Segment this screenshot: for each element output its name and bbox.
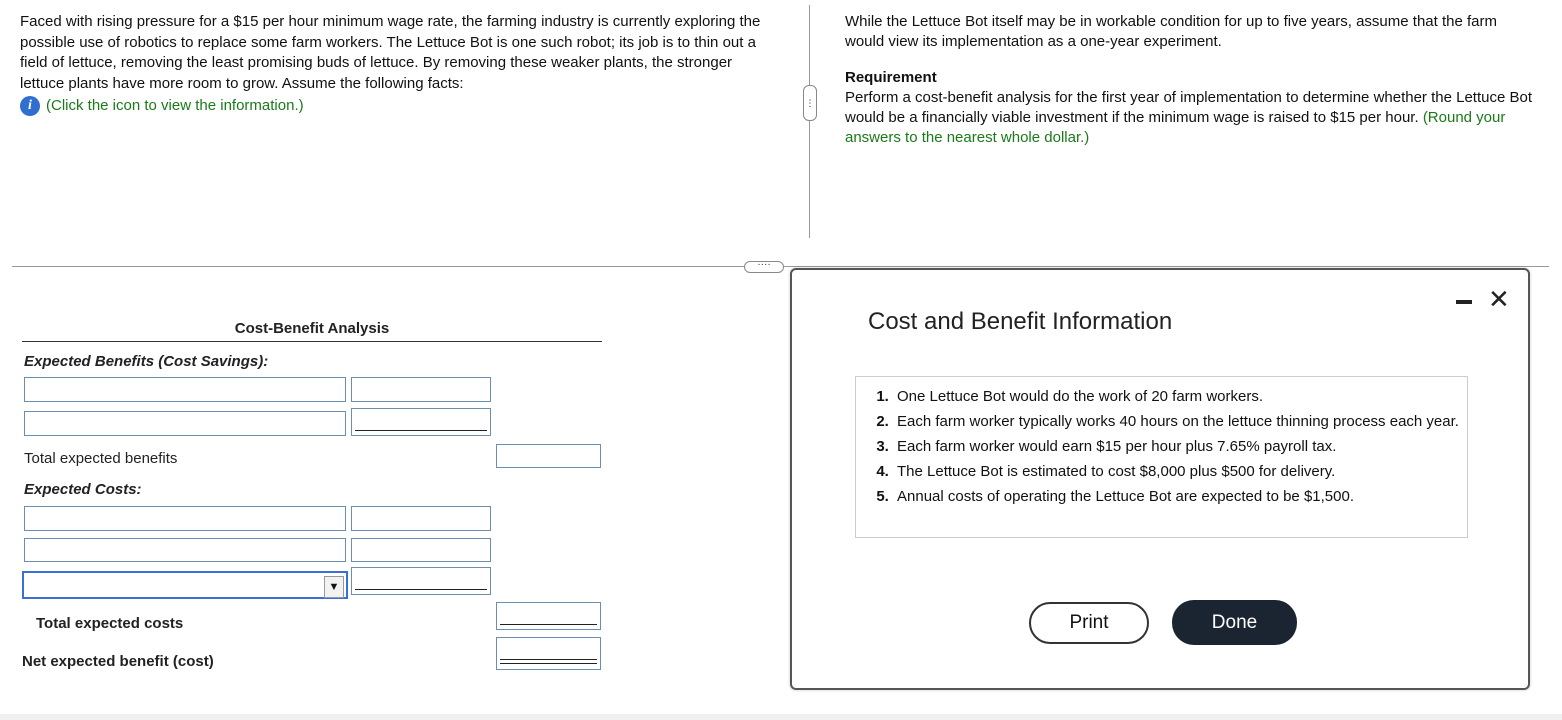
cost-3-dropdown[interactable]	[22, 571, 348, 599]
horizontal-resize-handle[interactable]: ····	[744, 261, 784, 273]
requirement-title: Requirement	[845, 69, 937, 86]
question-intro	[20, 12, 780, 117]
chevron-down-icon[interactable]: ▼	[324, 576, 344, 598]
cost-benefit-info-modal	[790, 268, 1530, 690]
cost-2-amount-input[interactable]	[351, 538, 491, 562]
requirement-note: (Round your answers to the nearest whole dollar.)	[845, 109, 1506, 146]
benefit-1-amount-input[interactable]	[351, 377, 491, 402]
vertical-divider	[809, 5, 810, 238]
benefit-2-amount-input[interactable]	[351, 408, 491, 436]
requirement-text: Perform a cost-benefit analysis for the first year of implementation to determine whether the Lettuce Bot would be a financially viable investment if the minimum wage is raised to $15 per hour.	[845, 89, 1533, 126]
total-costs-label: Total expected costs	[36, 615, 184, 632]
modal-title: Cost and Benefit Information	[868, 308, 1173, 335]
cost-2-desc-input[interactable]	[24, 538, 346, 562]
list-item: 5. Annual costs of operating the Lettuce Bot are expected to be $1,500.	[893, 487, 1467, 507]
vertical-resize-handle[interactable]: ⋮	[803, 85, 817, 121]
total-benefits-label: Total expected benefits	[24, 450, 178, 467]
list-item: 1. One Lettuce Bot would do the work of 20 farm workers.	[893, 387, 1467, 407]
done-button[interactable]: Done	[1172, 600, 1297, 645]
costs-label: Expected Costs:	[24, 481, 142, 498]
list-item: 4. The Lettuce Bot is estimated to cost $8,000 plus $500 for delivery.	[893, 462, 1467, 482]
print-button[interactable]: Print	[1029, 602, 1149, 644]
info-link-text[interactable]: (Click the icon to view the information.)	[46, 97, 304, 114]
cba-title-rule	[22, 341, 602, 342]
total-costs-input[interactable]	[496, 602, 601, 630]
cost-1-desc-input[interactable]	[24, 506, 346, 531]
net-benefit-label: Net expected benefit (cost)	[22, 653, 214, 670]
cost-1-amount-input[interactable]	[351, 506, 491, 531]
requirement-panel	[845, 12, 1535, 148]
info-icon[interactable]: i	[20, 96, 40, 116]
cba-title: Cost-Benefit Analysis	[234, 320, 390, 337]
requirement-body	[845, 88, 1535, 148]
close-icon[interactable]: ✕	[1488, 284, 1510, 314]
info-link[interactable]	[20, 96, 780, 117]
total-benefits-input[interactable]	[496, 444, 601, 468]
list-item: 3. Each farm worker would earn $15 per hour plus 7.65% payroll tax.	[893, 437, 1467, 457]
list-item: 2. Each farm worker typically works 40 hours on the lettuce thinning process each year.	[893, 412, 1467, 432]
info-list-box	[855, 376, 1468, 538]
net-benefit-input[interactable]	[496, 637, 601, 670]
benefits-label: Expected Benefits (Cost Savings):	[24, 353, 269, 370]
minimize-icon[interactable]	[1456, 300, 1472, 304]
info-list	[856, 377, 1467, 507]
benefit-2-desc-input[interactable]	[24, 411, 346, 436]
intro-text: Faced with rising pressure for a $15 per hour minimum wage rate, the farming industry is currently exploring the possible use of robotics to replace some farm workers. The Lettuce Bot is one such robot; its job is to thin out a field of lettuce, removing the least promising buds of lettuce. By removing these weaker plants, the stronger lettuce plants have more room to grow. Assume the following facts:	[20, 13, 761, 92]
benefit-1-desc-input[interactable]	[24, 377, 346, 402]
cost-3-amount-input[interactable]	[351, 567, 491, 595]
bottom-bar	[0, 714, 1562, 720]
right-paragraph: While the Lettuce Bot itself may be in workable condition for up to five years, assume that the farm would view its implementation as a one-year experiment.	[845, 13, 1497, 50]
